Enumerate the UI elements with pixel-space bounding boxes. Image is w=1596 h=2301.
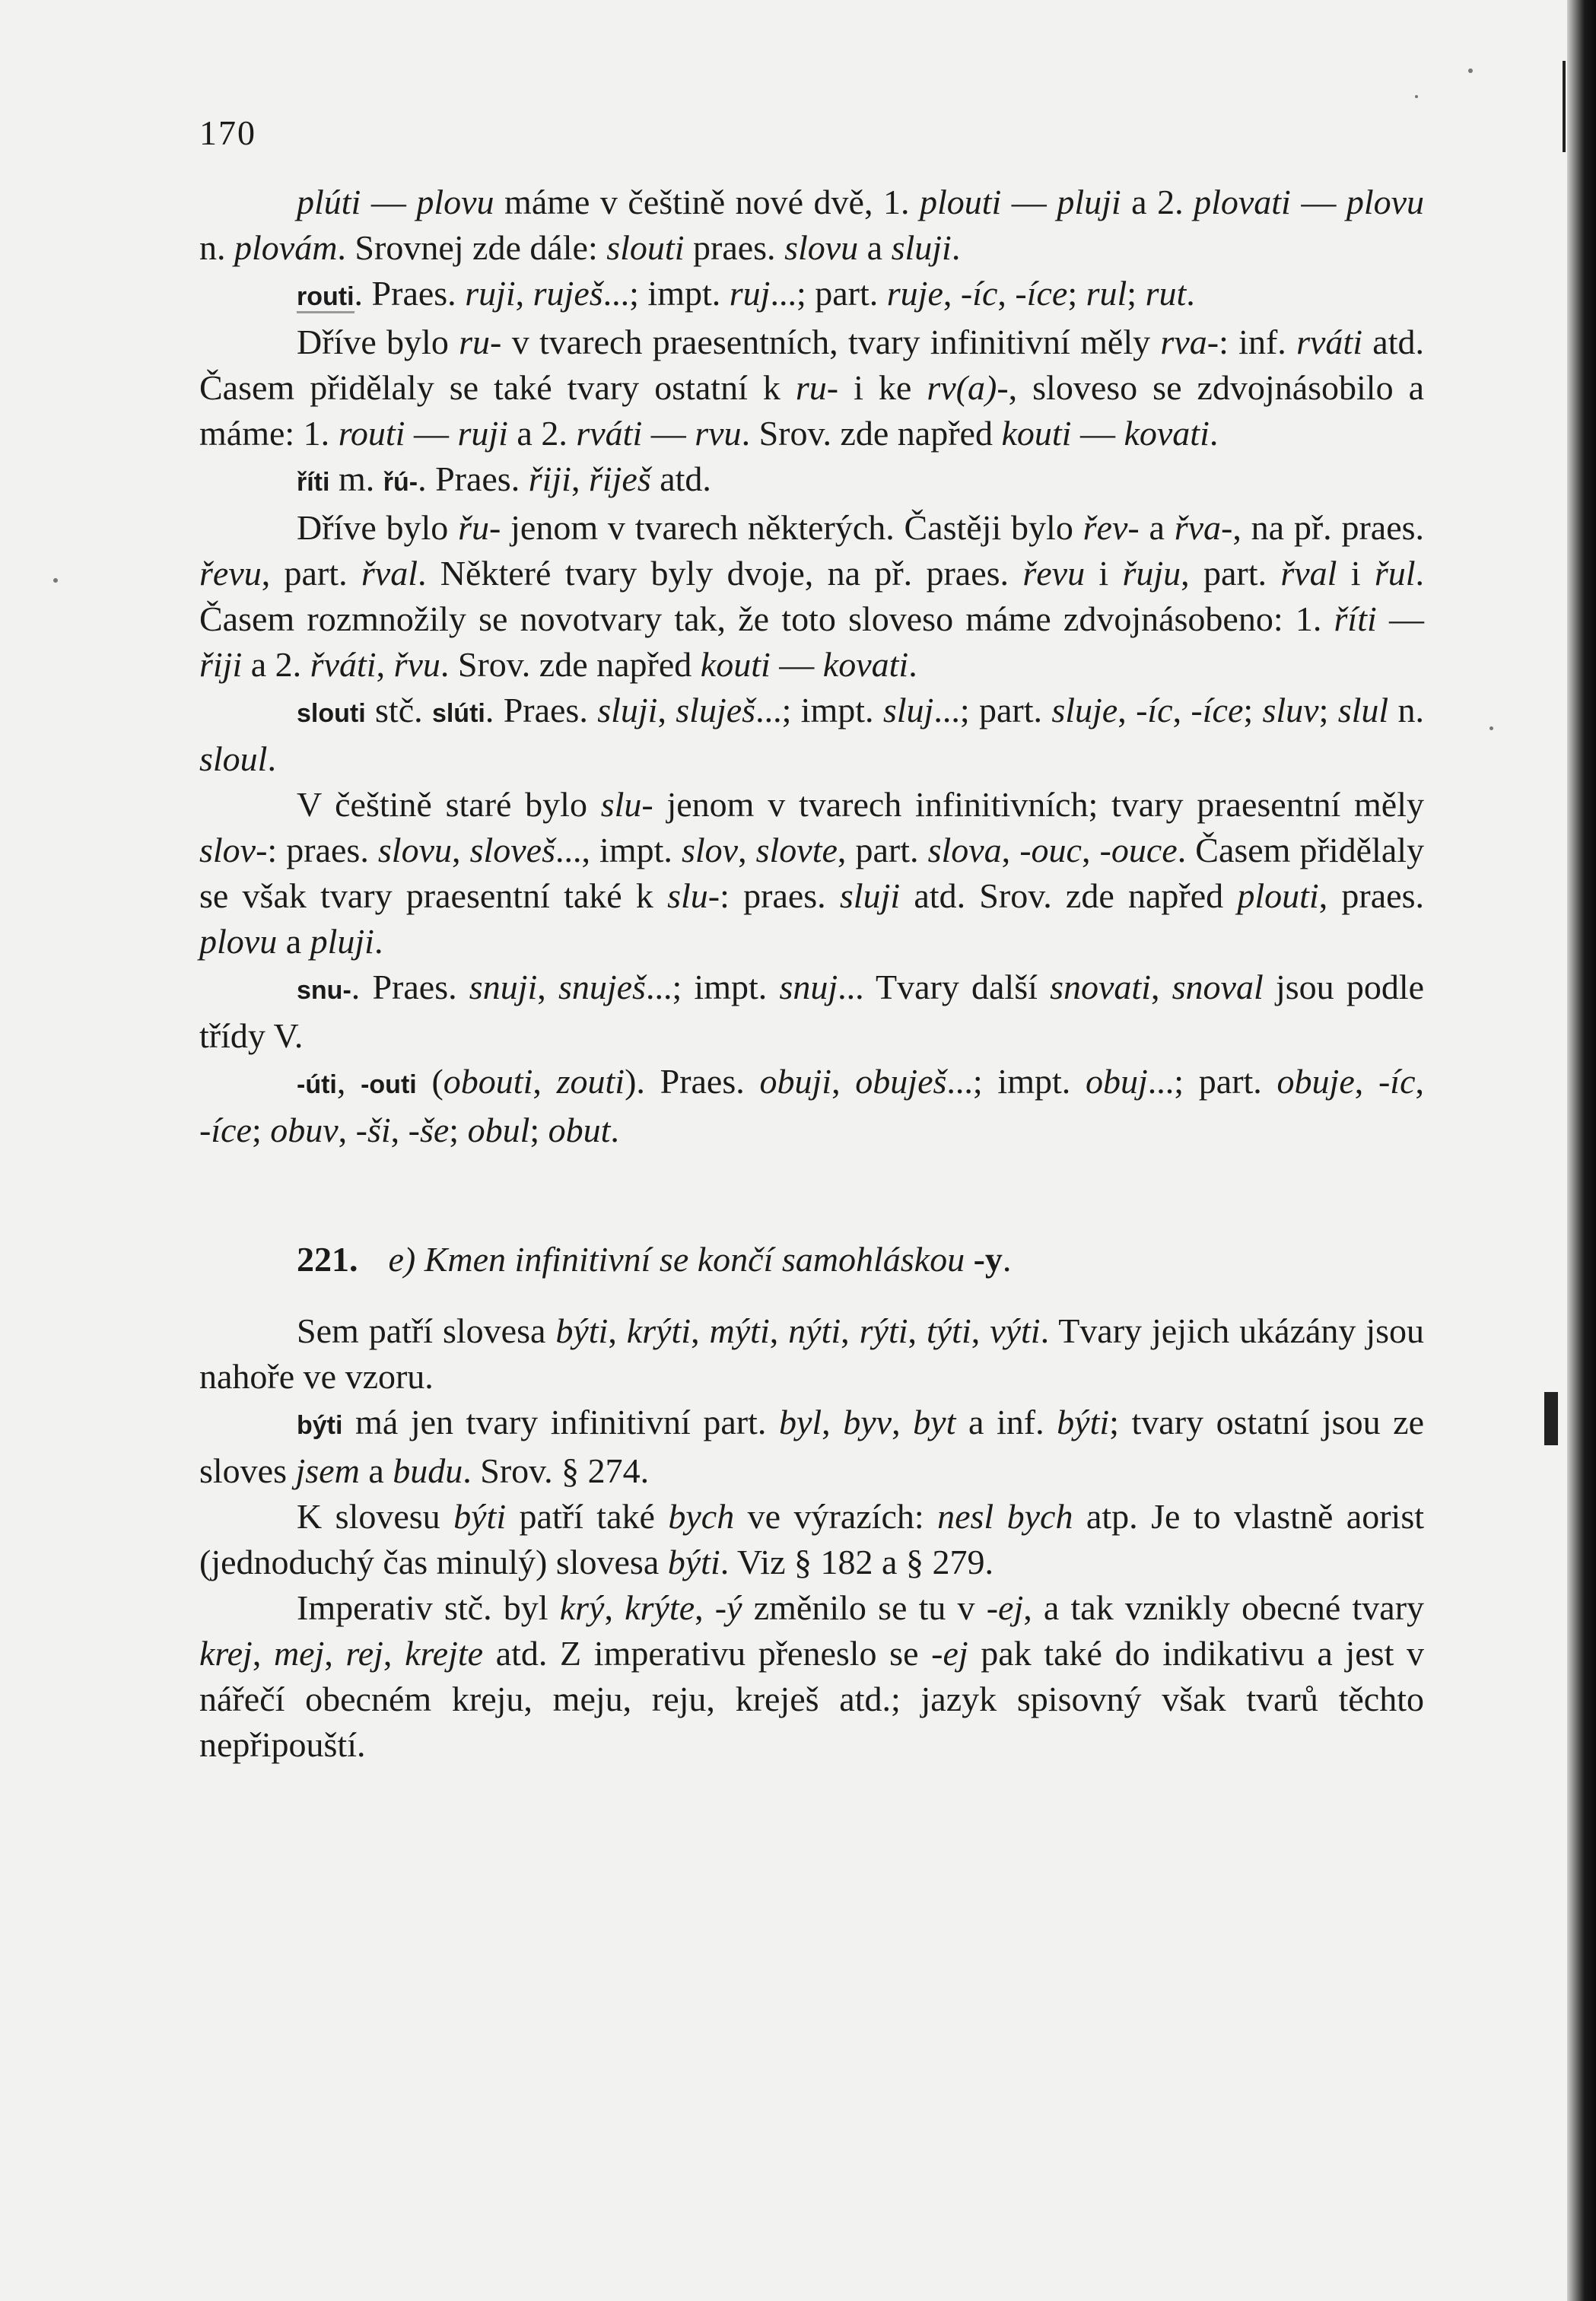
entry-uti: -úti, -outi (obouti, zouti). Praes. obuji, obuješ...; impt. obuj...; part. obuje, -íc, -íce; obuv, -ši, -še; obul; obut.	[199, 1062, 1424, 1149]
scan-speck	[53, 578, 58, 583]
paragraph: V češtině staré bylo slu- jenom v tvarech infinitivních; tvary praesentní měly slov-: praes. slovu, sloveš..., impt. slov, slovte, part. slova, -ouc, -ouce. Časem přidělaly se však tvary praesentní také k slu-: praes. sluji atd. Srov. zde napřed plouti, praes. plovu a pluji.	[199, 785, 1425, 961]
paragraph: Sem patří slovesa býti, krýti, mýti, nýti, rýti, týti, výti. Tvary jejich ukázány jsou nahoře ve vzoru.	[199, 1311, 1425, 1396]
paragraph: Dříve bylo řu- jenom v tvarech některých. Častěji bylo řev- a řva-, na př. praes. řevu, part. řval. Některé tvary byly dvoje, na př. praes. řevu i řuju, part. řval i řul. Časem rozmnožily se novotvary tak, že toto sloveso máme zdvojnásobeno: 1. říti — řiji a 2. řváti, řvu. Srov. zde napřed kouti — kovati.	[199, 508, 1425, 684]
paragraph: K slovesu býti patří také bych ve výrazích: nesl bych atp. Je to vlastně aorist (jednoduchý čas minulý) slovesa býti. Viz § 182 a § 279.	[199, 1497, 1424, 1581]
section-heading: 221. e) Kmen infinitivní se končí samohláskou -y.	[297, 1240, 1012, 1279]
page-body	[199, 180, 1424, 1768]
scan-speck	[1468, 68, 1473, 73]
entry-routi: routi. Praes. ruji, ruješ...; impt. ruj...; part. ruje, -íc, -íce; rul; rut.	[297, 274, 1195, 313]
scan-speck	[1489, 726, 1493, 730]
page-number: 170	[199, 113, 256, 152]
paragraph: Imperativ stč. byl krý, krýte, -ý změnilo se tu v -ej, a tak vznikly obecné tvary krej, mej, rej, krejte atd. Z imperativu přeneslo se -ej pak také do indikativu a jest v nářečí obecném kreju, meju, reju, kreješ atd.; jazyk spisovný však tvarů těchto nepřipouští.	[199, 1588, 1425, 1764]
paragraph: Dříve bylo ru- v tvarech praesentních, tvary infinitivní měly rva-: inf. rváti atd. Časem přidělaly se také tvary ostatní k ru- i ke rv(a)-, sloveso se zdvojnásobilo a máme: 1. routi — ruji a 2. rváti — rvu. Srov. zde napřed kouti — kovati.	[199, 323, 1425, 453]
scan-speck	[1415, 95, 1418, 98]
entry-snu: snu-. Praes. snuji, snuješ...; impt. snuj... Tvary další snovati, snoval jsou podle třídy V.	[199, 968, 1425, 1055]
entry-byti: býti má jen tvary infinitivní part. byl, byv, byt a inf. býti; tvary ostatní jsou ze sloves jsem a budu. Srov. § 274.	[199, 1403, 1424, 1490]
entry-riti: říti m. řú-. Praes. řiji, řiješ atd.	[297, 459, 711, 498]
scan-edge-mark	[1563, 61, 1566, 152]
scan-edge-mark	[1544, 1392, 1558, 1445]
page-edge-shadow	[1567, 0, 1596, 2301]
entry-slouti: slouti stč. slúti. Praes. sluji, sluješ...; impt. sluj...; part. sluje, -íc, -íce; sluv; slul n. sloul.	[199, 691, 1425, 778]
paragraph: plúti — plovu máme v češtině nové dvě, 1. plouti — pluji a 2. plovati — plovu n. plovám. Srovnej zde dále: slouti praes. slovu a sluji.	[199, 183, 1425, 267]
